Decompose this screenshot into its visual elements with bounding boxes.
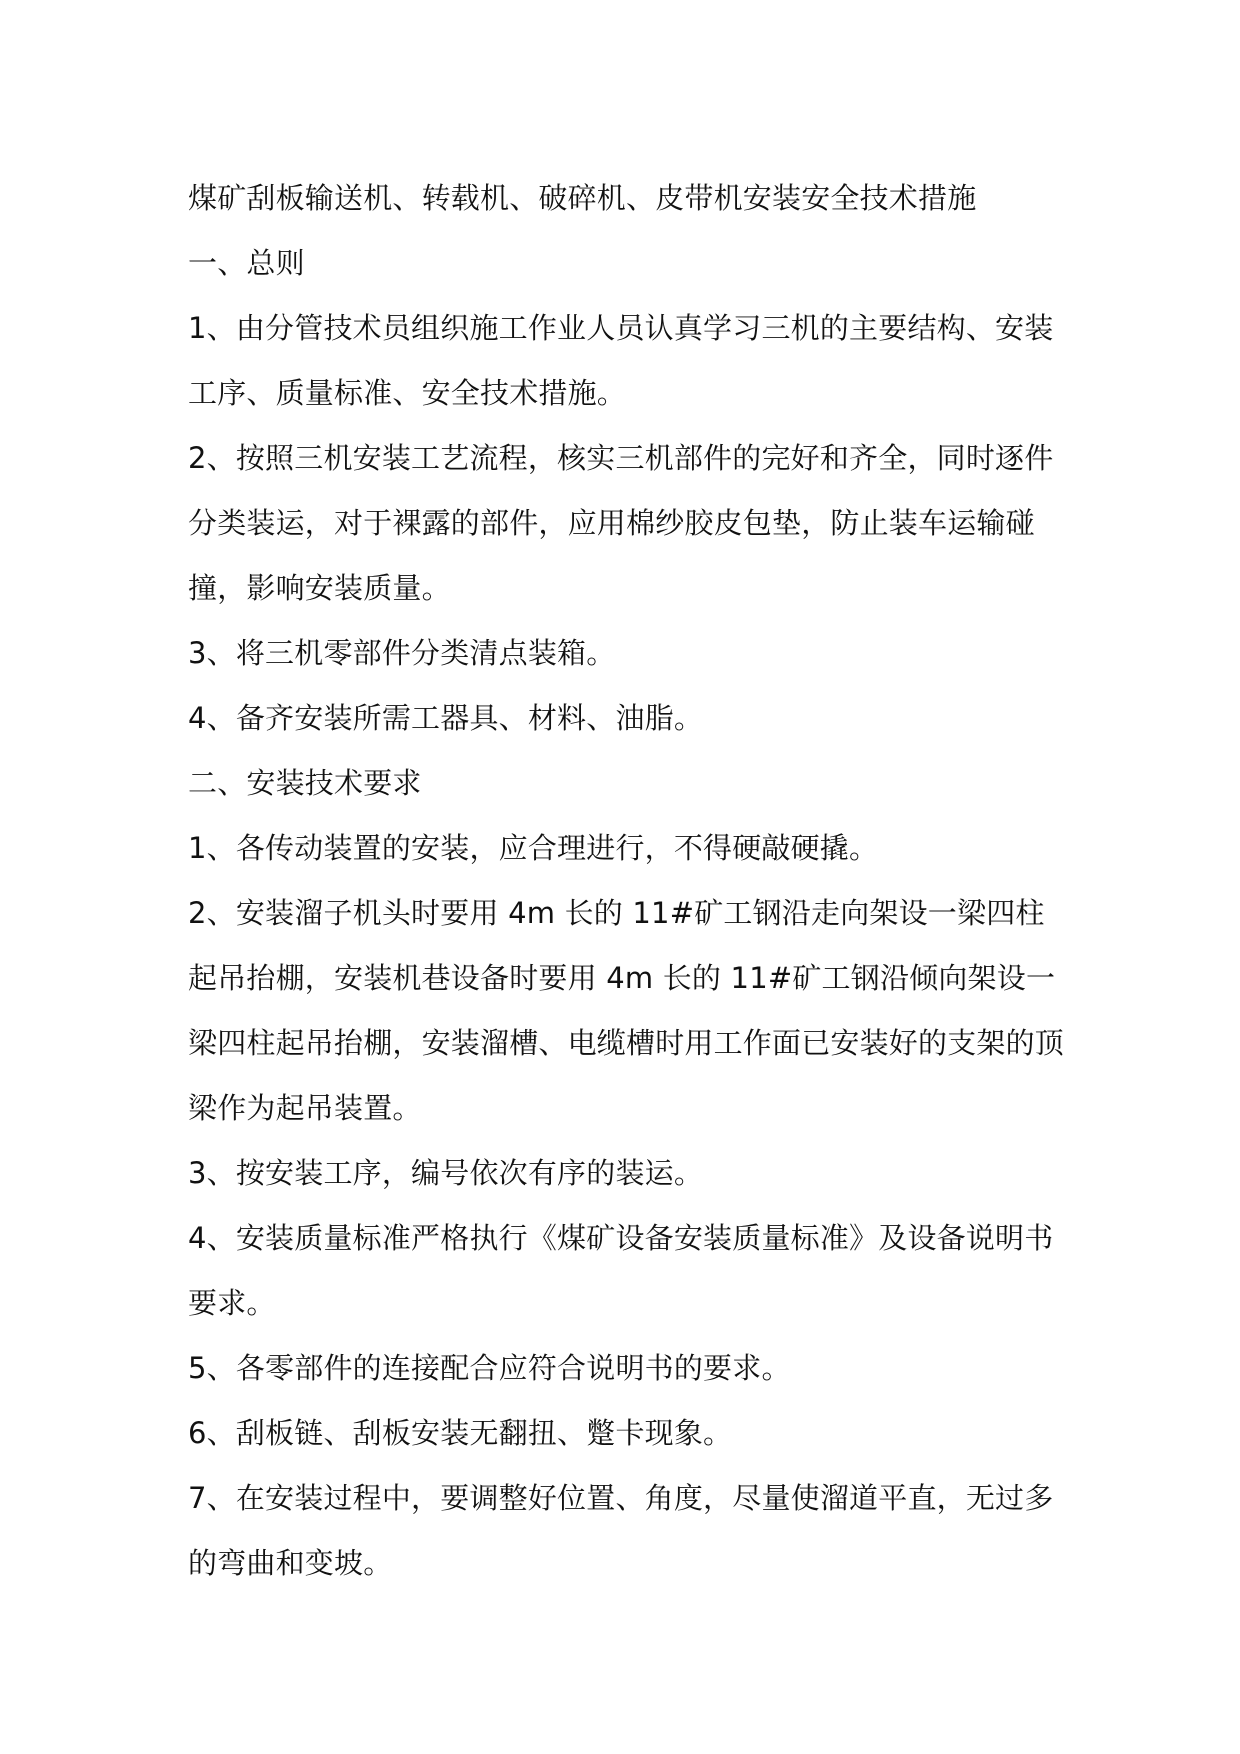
section2-item-3: 3、按安装工序，编号依次有序的装运。 — [188, 1156, 704, 1190]
section-heading-general: 一、总则 — [188, 246, 305, 280]
section2-item-1: 1、各传动装置的安装，应合理进行，不得硬敲硬撬。 — [188, 831, 879, 865]
section2-item-2: 2、安装溜子机头时要用 4m 长的 11#矿工钢沿走向架设一梁四柱起吊抬棚，安装机巷设备时要用 4m 长的 11#矿工钢沿倾向架设一梁四柱起吊抬棚，安装溜槽、电缆槽时用工作面已安装好的支架的顶梁作为起吊装置。 — [188, 896, 1065, 1125]
document-body — [188, 166, 1068, 1596]
section1-item-2: 2、按照三机安装工艺流程，核实三机部件的完好和齐全，同时逐件分类装运，对于裸露的部件，应用棉纱胶皮包垫，防止装车运输碰撞，影响安装质量。 — [188, 441, 1054, 605]
document-title: 煤矿刮板输送机、转载机、破碎机、皮带机安装安全技术措施 — [188, 181, 977, 215]
section1-item-4: 4、备齐安装所需工器具、材料、油脂。 — [188, 701, 704, 735]
section2-item-7: 7、在安装过程中，要调整好位置、角度，尽量使溜道平直，无过多的弯曲和变坡。 — [188, 1481, 1054, 1580]
section1-item-1: 1、由分管技术员组织施工作业人员认真学习三机的主要结构、安装工序、质量标准、安全技术措施。 — [188, 311, 1054, 410]
section2-item-4: 4、安装质量标准严格执行《煤矿设备安装质量标准》及设备说明书要求。 — [188, 1221, 1054, 1320]
section2-item-5: 5、各零部件的连接配合应符合说明书的要求。 — [188, 1351, 791, 1385]
section1-item-3: 3、将三机零部件分类清点装箱。 — [188, 636, 616, 670]
section2-item-6: 6、刮板链、刮板安装无翻扭、蹩卡现象。 — [188, 1416, 733, 1450]
section-heading-installation-requirements: 二、安装技术要求 — [188, 766, 422, 800]
